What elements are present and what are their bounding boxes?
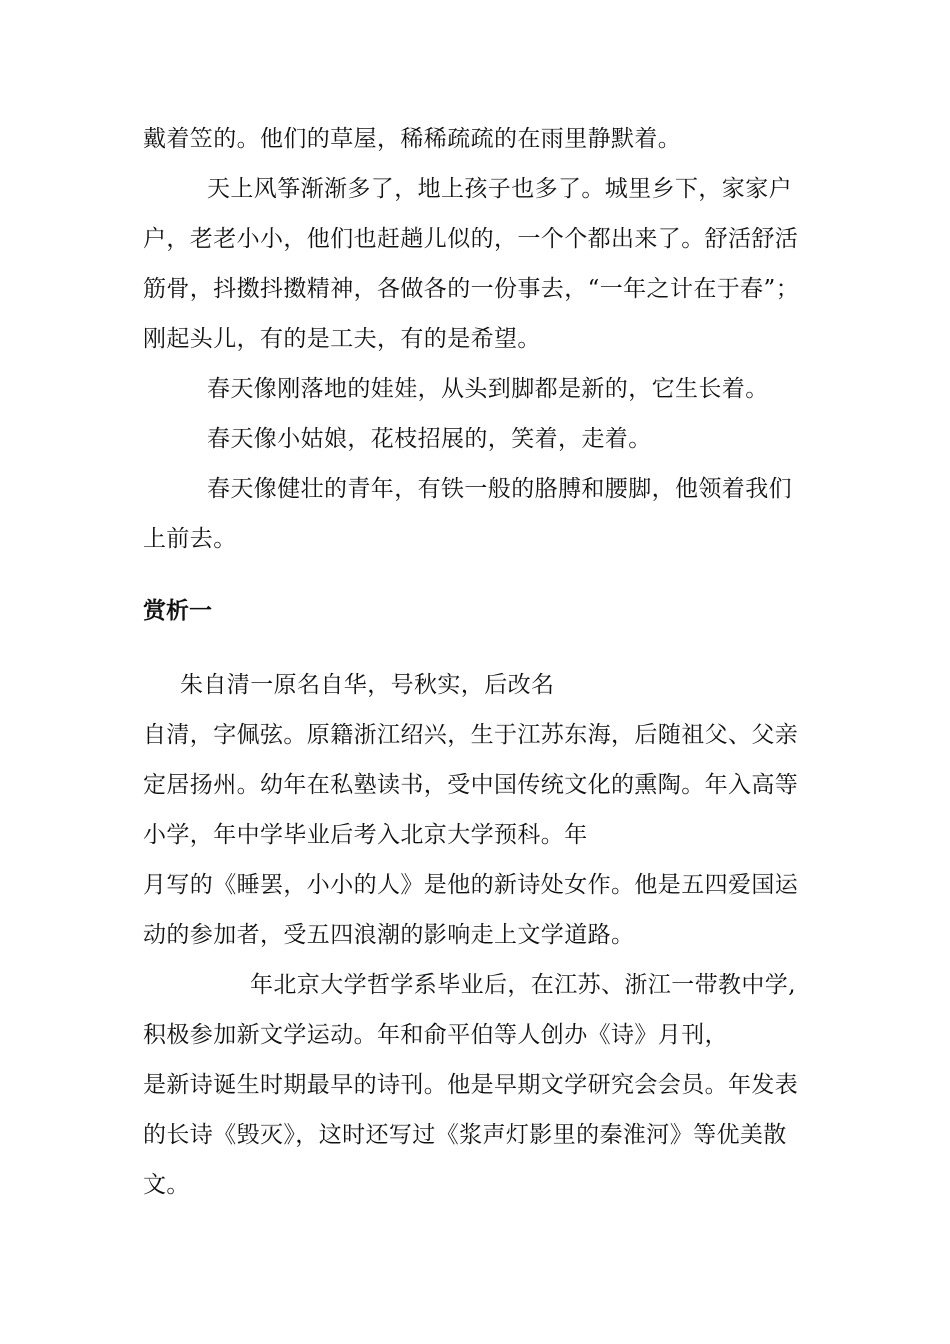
passage-line: 春天像刚落地的娃娃，从头到脚都是新的，它生长着。 bbox=[207, 376, 769, 402]
passage-line: 春天像健壮的青年，有铁一般的胳膊和腰脚，他领着我们 bbox=[207, 476, 792, 502]
analysis-line: 定居扬州。幼年在私塾读书，受中国传统文化的熏陶。年入高等 bbox=[143, 772, 799, 798]
analysis-line: 动的参加者，受五四浪潮的影响走上文学道路。 bbox=[143, 922, 635, 948]
analysis-line: 是新诗诞生时期最早的诗刊。他是早期文学研究会会员。年发表 bbox=[143, 1072, 799, 1098]
analysis-line: 文。 bbox=[143, 1172, 190, 1198]
analysis-line: 朱自清一原名自华，号秋实，后改名 bbox=[180, 672, 555, 698]
passage-line: 天上风筝渐渐多了，地上孩子也多了。城里乡下，家家户 bbox=[207, 176, 792, 202]
passage-line: 筋骨，抖擞抖擞精神，各做各的一份事去，“一年之计在于春”； bbox=[143, 276, 800, 302]
passage-line: 春天像小姑娘，花枝招展的，笑着，走着。 bbox=[207, 426, 652, 452]
passage-line: 上前去。 bbox=[143, 526, 237, 552]
passage-line: 刚起头儿，有的是工夫，有的是希望。 bbox=[143, 326, 541, 352]
analysis-line: 月写的《睡罢，小小的人》是他的新诗处女作。他是五四爱国运 bbox=[143, 872, 799, 898]
analysis-line: 年北京大学哲学系毕业后，在江苏、浙江一带教中学, bbox=[250, 972, 796, 998]
analysis-line: 的长诗《毁灭》，这时还写过《浆声灯影里的秦淮河》等优美散 bbox=[143, 1122, 787, 1148]
passage-line: 户，老老小小，他们也赶趟儿似的，一个个都出来了。舒活舒活 bbox=[143, 226, 799, 252]
analysis-line: 积极参加新文学运动。年和俞平伯等人创办《诗》月刊， bbox=[143, 1022, 728, 1048]
passage-line: 戴着笠的。他们的草屋，稀稀疏疏的在雨里静默着。 bbox=[143, 126, 682, 152]
analysis-line: 自清，字佩弦。原籍浙江绍兴，生于江苏东海，后随祖父、父亲 bbox=[143, 722, 799, 748]
section-heading: 赏析一 bbox=[143, 598, 212, 624]
analysis-line: 小学，年中学毕业后考入北京大学预科。年 bbox=[143, 822, 588, 848]
